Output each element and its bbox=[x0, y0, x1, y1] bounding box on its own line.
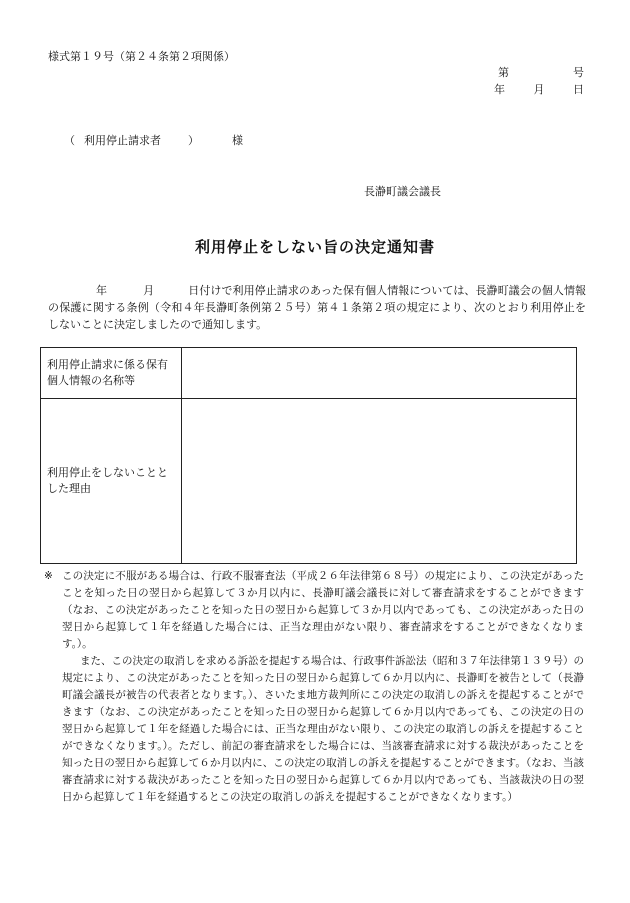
intro-month: 月 bbox=[143, 284, 155, 297]
form-number: 様式第１９号（第２４条第２項関係） bbox=[48, 50, 235, 63]
note-mark: ※ bbox=[44, 570, 53, 582]
issue-date bbox=[494, 81, 584, 98]
info-table bbox=[40, 347, 577, 564]
recipient-honorific: 様 bbox=[232, 134, 243, 147]
intro-paragraph bbox=[48, 282, 586, 333]
note-paragraph-appeal: この決定に不服がある場合は、行政不服審査法（平成２６年法律第６８号）の規定により、この決定があったことを知った日の翌日から起算して３か月以内に、長瀞町議会議長に対して審査請求をすることができます（なお、この決定があったことを知った日の翌日から起算して３か月以内であっても、この決定があった日の翌日から起算して１年を経過した場合には、正当な理由がない限り、審査請求をすることができなくなります。）。 bbox=[62, 570, 584, 650]
doc-number-suffix: 号 bbox=[573, 66, 584, 79]
intro-body: 日付けで利用停止請求のあった保有個人情報については、長瀞町議会の個人情報の保護に関する条例（令和４年長瀞町条例第２５号）第４１条第２項の規定により、次のとおり利用停止をしないことに決定しましたので通知します。 bbox=[48, 284, 587, 331]
date-day: 日 bbox=[573, 83, 584, 96]
date-month: 月 bbox=[533, 83, 545, 96]
row2-label: 利用停止をしないこととした理由 bbox=[41, 399, 182, 564]
note-paragraph-lawsuit: また、この決定の取消しを求める訴訟を提起する場合は、行政事件訴訟法（昭和３７年法律第１３９号）の規定により、この決定があったことを知った日の翌日から起算して６か月以内に、長瀞町を被告として（長瀞町議会議長が被告の代表者となります。）、さいたま地方裁判所にこの決定の取消しの訴えを提起することができます（なお、この決定があったことを知った日の翌日から起算して６か月以内であっても、この決定の日の翌日から起算して１年を経過した場合には、正当な理由がない限り、この決定の取消しの訴えを提起することができなくなります。）。ただし、前記の審査請求をした場合には、当該審査請求に対する裁決があったことを知った日の翌日から起算して６か月以内に、この決定の取消しの訴えを提起することができます。（なお、当該審査請求に対する裁決があったことを知った日の翌日から起算して６か月以内であっても、当該裁決の日の翌日から起算して１年を経過するとこの決定の取消しの訴えを提起することができなくなります。） bbox=[62, 655, 584, 803]
recipient-close-paren: ） bbox=[188, 134, 199, 147]
row1-value bbox=[182, 348, 577, 399]
notes-section bbox=[44, 568, 584, 806]
table-row bbox=[41, 399, 577, 564]
document-title: 利用停止をしない旨の決定通知書 bbox=[194, 238, 435, 256]
document-number bbox=[494, 64, 584, 81]
date-year: 年 bbox=[494, 83, 505, 96]
recipient-label: 利用停止請求者 bbox=[84, 134, 161, 147]
intro-year: 年 bbox=[96, 284, 108, 297]
recipient-open-paren: （ bbox=[64, 134, 75, 147]
table-row bbox=[41, 348, 577, 399]
sender-name: 長瀞町議会議長 bbox=[364, 185, 441, 198]
row2-value bbox=[182, 399, 577, 564]
row1-label: 利用停止請求に係る保有個人情報の名称等 bbox=[41, 348, 182, 399]
doc-number-prefix: 第 bbox=[498, 66, 509, 79]
recipient-line bbox=[64, 132, 243, 148]
document-number-date bbox=[494, 64, 584, 98]
